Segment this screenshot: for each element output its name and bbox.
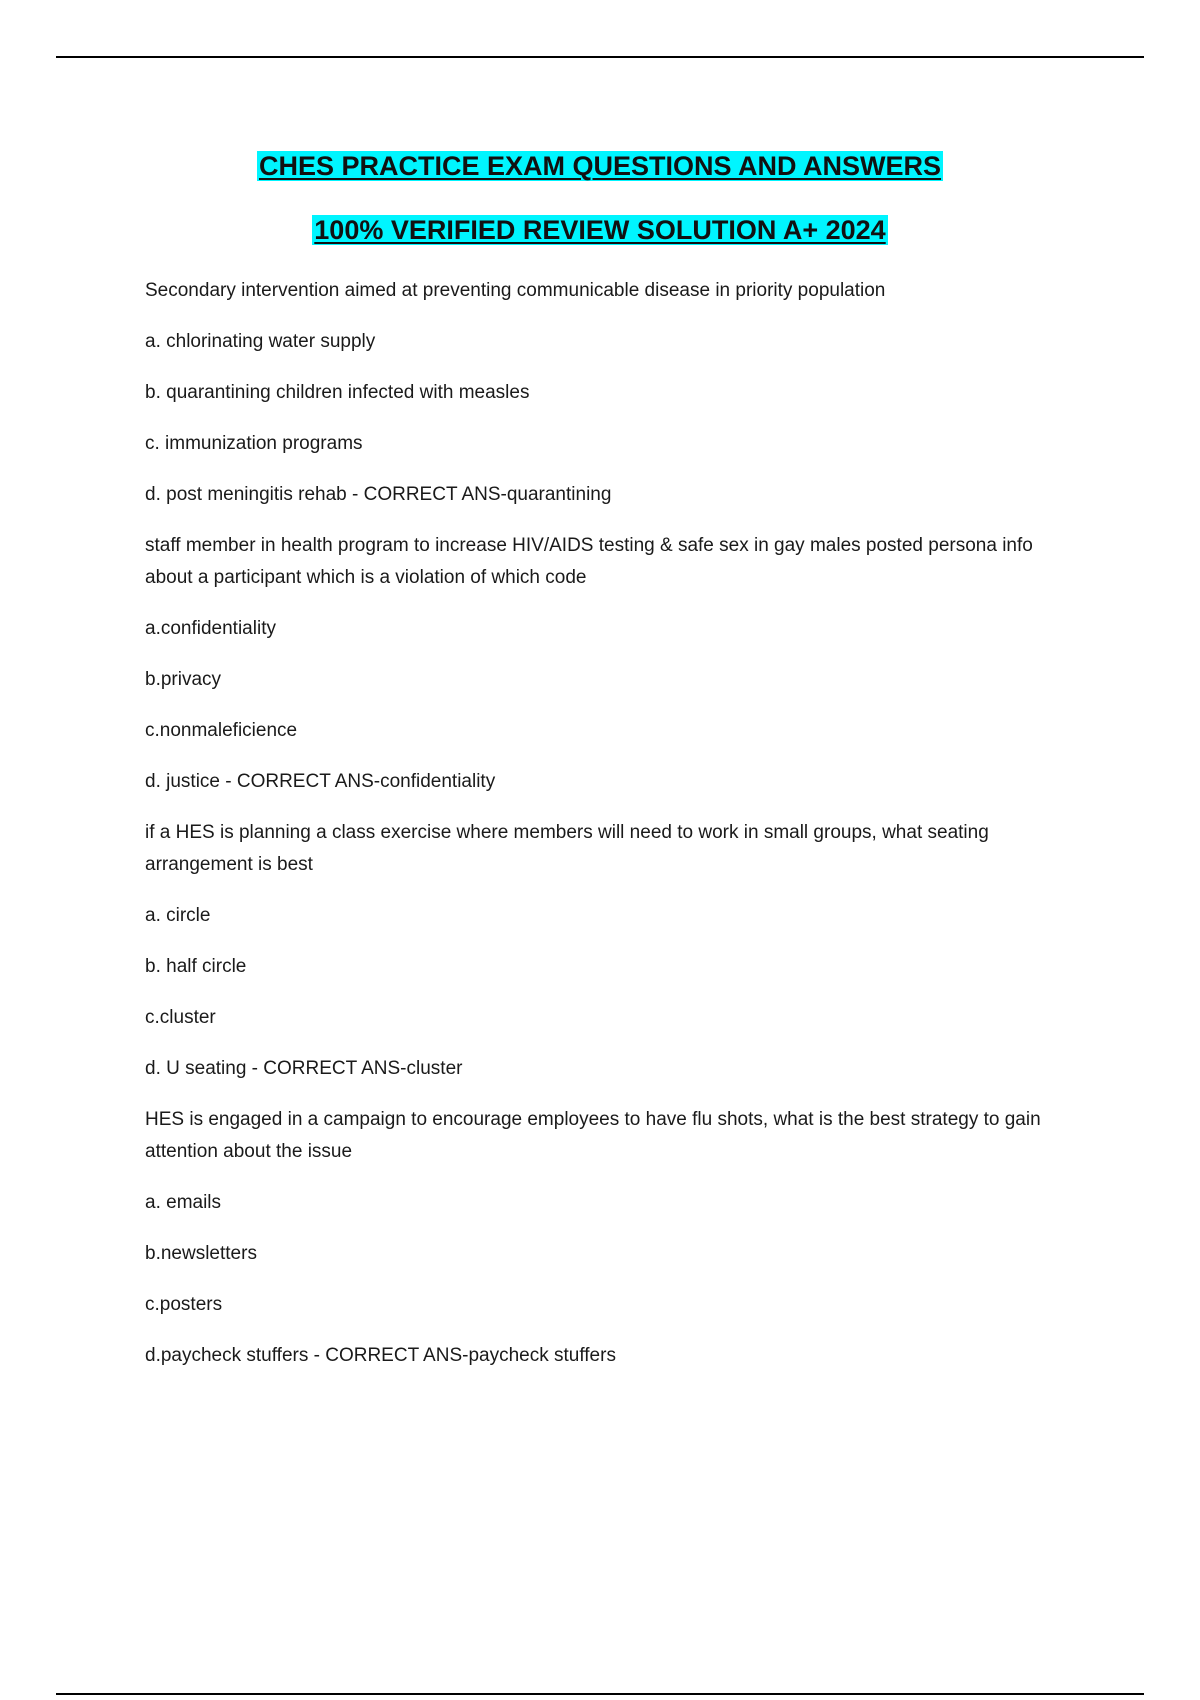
question-1-option-c: c. immunization programs — [145, 433, 363, 454]
question-3-text: if a HES is planning a class exercise where members will need to work in small groups, what seating arrangement is best — [145, 822, 989, 875]
question-4-option-a: a. emails — [145, 1192, 222, 1213]
question-4-option-c: c.posters — [145, 1294, 223, 1315]
question-2-option-d-answer: d. justice - CORRECT ANS-confidentiality — [145, 771, 496, 792]
footer-rule — [56, 1693, 1144, 1695]
question-1-option-d-answer: d. post meningitis rehab - CORRECT ANS-quarantining — [145, 484, 612, 505]
title-line-1: CHES PRACTICE EXAM QUESTIONS AND ANSWERS — [258, 151, 942, 181]
question-2-text: staff member in health program to increase HIV/AIDS testing & safe sex in gay males posted persona info about a participant which is a violation of which code — [145, 535, 1033, 588]
question-3-option-c: c.cluster — [145, 1007, 216, 1028]
question-3-option-a: a. circle — [145, 905, 211, 926]
header-rule — [56, 56, 1144, 58]
question-2-option-c: c.nonmaleficience — [145, 720, 298, 741]
document-subtitle — [0, 212, 1200, 248]
question-2-option-a: a.confidentiality — [145, 618, 276, 639]
question-4-text: HES is engaged in a campaign to encourage employees to have flu shots, what is the best strategy to gain attention about the issue — [145, 1109, 1041, 1162]
title-line-2: 100% VERIFIED REVIEW SOLUTION A+ 2024 — [314, 215, 886, 245]
question-list — [145, 275, 1065, 1391]
question-4-option-d-answer: d.paycheck stuffers - CORRECT ANS-paycheck stuffers — [145, 1345, 616, 1366]
question-3-option-b: b. half circle — [145, 956, 247, 977]
question-2-option-b: b.privacy — [145, 669, 222, 690]
question-1-option-b: b. quarantining children infected with measles — [145, 382, 530, 403]
question-3-option-d-answer: d. U seating - CORRECT ANS-cluster — [145, 1058, 463, 1079]
document-title — [0, 148, 1200, 184]
question-1-text: Secondary intervention aimed at preventing communicable disease in priority population — [145, 280, 886, 301]
question-1-option-a: a. chlorinating water supply — [145, 331, 376, 352]
question-4-option-b: b.newsletters — [145, 1243, 257, 1264]
